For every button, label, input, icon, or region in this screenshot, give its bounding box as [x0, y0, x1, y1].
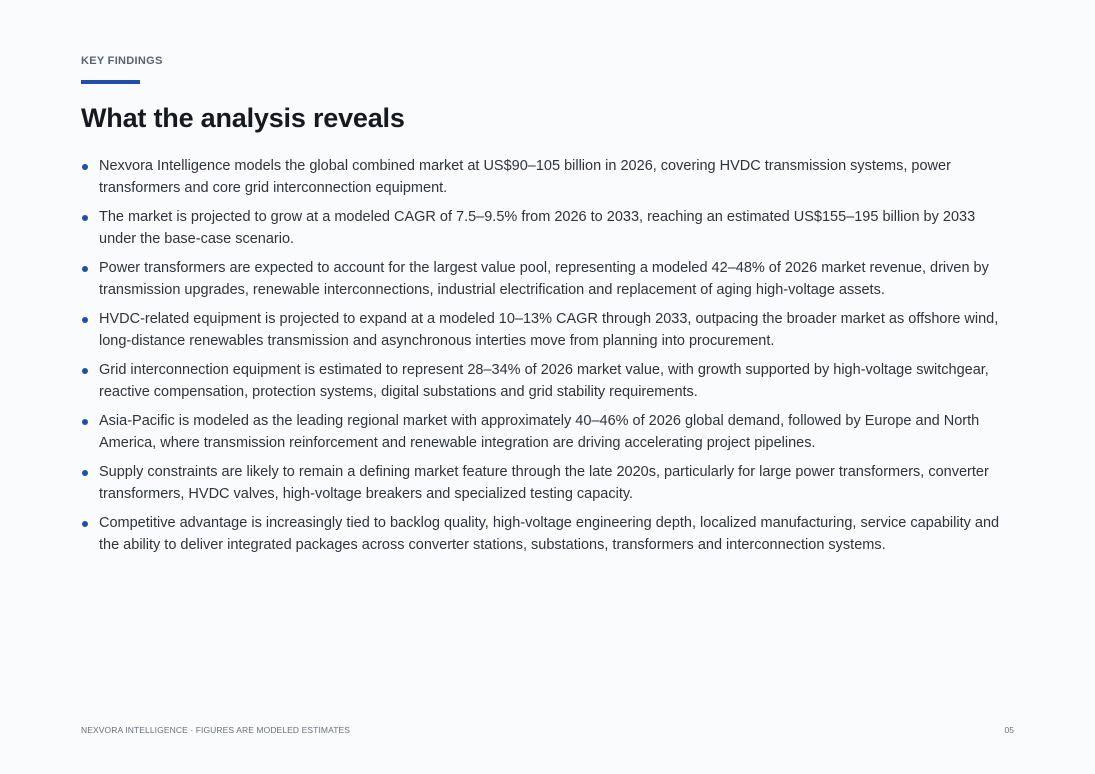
finding-text: Asia-Pacific is modeled as the leading regional market with approximately 40–46% of 2026 global demand, followed by Europe and North America, where transmission reinforcement and renewable integration are driving accelerating project pipelines. [99, 413, 980, 451]
bullet-dot-icon [82, 470, 88, 476]
finding-item [81, 308, 1014, 352]
bullet-dot-icon [82, 317, 88, 323]
finding-text: The market is projected to grow at a modeled CAGR of 7.5–9.5% from 2026 to 2033, reaching an estimated US$155–195 billion by 2033 under the base-case scenario. [99, 209, 976, 247]
footer-source: NEXVORA INTELLIGENCE · FIGURES ARE MODELED ESTIMATES [81, 725, 351, 735]
finding-text: Competitive advantage is increasingly tied to backlog quality, high-voltage engineering depth, localized manufacturing, service capability and the ability to deliver integrated packages across converter stations, substations, transformers and interconnection systems. [99, 515, 1000, 553]
finding-item [81, 512, 1014, 556]
bullet-dot-icon [82, 215, 88, 221]
finding-text: HVDC-related equipment is projected to expand at a modeled 10–13% CAGR through 2033, outpacing the broader market as offshore wind, long-distance renewables transmission and asynchronous interties move from planning into procurement. [99, 311, 999, 349]
bullet-dot-icon [82, 419, 88, 425]
finding-text: Grid interconnection equipment is estimated to represent 28–34% of 2026 market value, with growth supported by high-voltage switchgear, reactive compensation, protection systems, digital substations and grid stability requirements. [99, 362, 989, 400]
section-kicker: KEY FINDINGS [81, 55, 163, 67]
finding-item [81, 461, 1014, 505]
findings-list [81, 155, 1014, 563]
bullet-dot-icon [82, 368, 88, 374]
page-title: What the analysis reveals [81, 103, 405, 133]
finding-text: Supply constraints are likely to remain a defining market feature through the late 2020s, particularly for large power transformers, converter transformers, HVDC valves, high-voltage breakers and specialized testing capacity. [99, 464, 989, 502]
finding-text: Nexvora Intelligence models the global combined market at US$90–105 billion in 2026, covering HVDC transmission systems, power transformers and core grid interconnection equipment. [99, 158, 951, 196]
finding-item [81, 257, 1014, 301]
finding-item [81, 206, 1014, 250]
finding-item [81, 155, 1014, 199]
accent-rule [81, 80, 140, 84]
page-number: 05 [1004, 725, 1014, 735]
bullet-dot-icon [82, 521, 88, 527]
finding-item [81, 359, 1014, 403]
finding-item [81, 410, 1014, 454]
bullet-dot-icon [82, 266, 88, 272]
bullet-dot-icon [82, 164, 88, 170]
finding-text: Power transformers are expected to account for the largest value pool, representing a modeled 42–48% of 2026 market revenue, driven by transmission upgrades, renewable interconnections, industrial electrification and replacement of aging high-voltage assets. [99, 260, 989, 298]
report-page [81, 0, 1014, 774]
